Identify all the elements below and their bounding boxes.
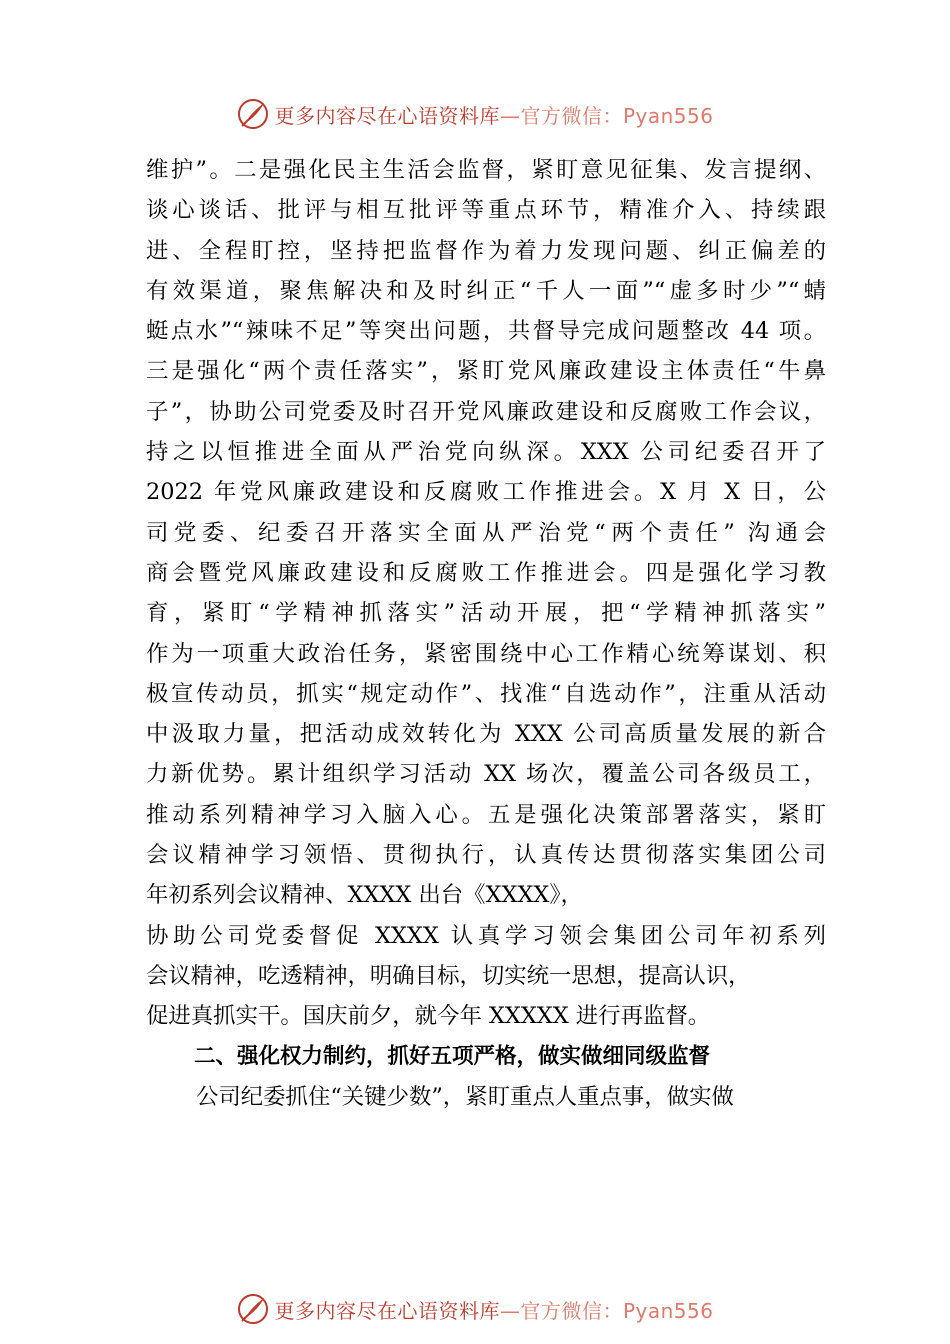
document-body xyxy=(146,150,826,1117)
banner-text: 更多内容尽在心语资料库—官方微信：Pyan556 xyxy=(274,1298,714,1323)
banner-text: 更多内容尽在心语资料库—官方微信：Pyan556 xyxy=(274,103,714,128)
text-line: 育，紧盯“学精神抓落实”活动开展，把“学精神抓落实” xyxy=(146,600,826,627)
text-line: 中汲取力量，把活动成效转化为 XXX 公司高质量发展的新合 xyxy=(146,721,826,748)
text-line: 司党委、纪委召开落实全面从严治党“两个责任” 沟通会 xyxy=(146,519,826,546)
text-line: 公司纪委抓住“关键少数”，紧盯重点人重点事，做实做 xyxy=(196,1083,734,1110)
quill-logo-icon xyxy=(236,1292,270,1326)
text-line: 子”，协助公司党委及时召开党风廉政建设和反腐败工作会议， xyxy=(146,398,826,425)
text-line: 三是强化“两个责任落实”，紧盯党风廉政建设主体责任“牛鼻 xyxy=(146,358,826,385)
text-line: 作为一项重大政治任务，紧密围绕中心工作精心统筹谋划、积 xyxy=(146,640,826,667)
text-line: 极宣传动员，抓实“规定动作”、找准“自选动作”，注重从活动 xyxy=(146,680,826,707)
text-line: 2022 年党风廉政建设和反腐败工作推进会。X 月 X 日，公 xyxy=(146,479,826,506)
header-banner xyxy=(0,94,950,134)
text-line: 有效渠道，聚焦解决和及时纠正“千人一面”“虚多时少”“蜻 xyxy=(146,277,826,304)
text-line: 进、全程盯控，坚持把监督作为着力发现问题、纠正偏差的 xyxy=(146,237,826,264)
text-line: 商会暨党风廉政建设和反腐败工作推进会。四是强化学习教 xyxy=(146,559,826,586)
text-line: 协助公司党委督促 XXXX 认真学习领会集团公司年初系列 xyxy=(146,922,826,949)
text-line: 会议精神，吃透精神，明确目标，切实统一思想，提高认识， xyxy=(146,962,751,989)
text-line: 推动系列精神学习入脑入心。五是强化决策部署落实，紧盯 xyxy=(146,801,826,828)
text-line: 谈心谈话、批评与相互批评等重点环节，精准介入、持续跟 xyxy=(146,197,826,224)
text-line: 力新优势。累计组织学习活动 XX 场次，覆盖公司各级员工， xyxy=(146,761,826,788)
text-line: 年初系列会议精神、XXXX 出台《XXXX》， xyxy=(146,882,583,909)
text-line: 持之以恒推进全面从严治党向纵深。XXX 公司纪委召开了 xyxy=(146,439,826,466)
text-line: 维护”。二是强化民主生活会监督，紧盯意见征集、发言提纲、 xyxy=(146,157,826,183)
section-heading: 二、强化权力制约，抓好五项严格，做实做细同级监督 xyxy=(194,1043,711,1069)
footer-banner xyxy=(0,1289,950,1329)
text-line: 促进真抓实干。国庆前夕，就今年 XXXXX 进行再监督。 xyxy=(146,1003,711,1030)
quill-logo-icon xyxy=(236,97,270,131)
text-line: 会议精神学习领悟、贯彻执行，认真传达贯彻落实集团公司 xyxy=(146,842,826,869)
text-line: 蜓点水”“辣味不足”等突出问题，共督导完成问题整改 44 项。 xyxy=(146,318,826,345)
